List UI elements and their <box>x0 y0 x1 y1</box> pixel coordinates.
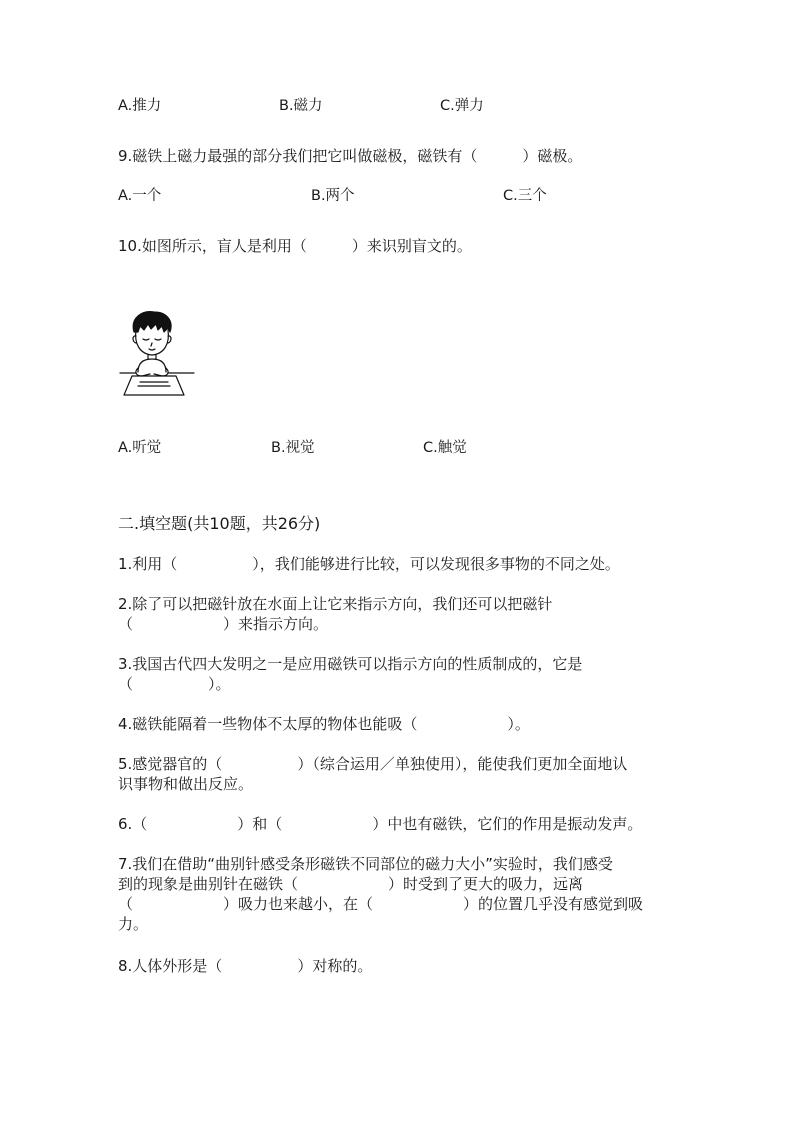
q8-option-a: A.推力 <box>118 98 162 114</box>
q9-option-b: B.两个 <box>311 188 355 204</box>
fill-item-2-line-2: （ ）来指示方向。 <box>118 615 329 633</box>
q10-option-a: A.听觉 <box>118 440 162 456</box>
fill-item-3-line-2: （ ）。 <box>118 675 231 693</box>
fill-item-2-line-1: 2.除了可以把磁针放在水面上让它来指示方向，我们还可以把磁针 <box>118 595 553 613</box>
fill-item-7-line-2: 到的现象是曲别针在磁铁（ ）时受到了更大的吸力，远离 <box>118 875 584 893</box>
fill-item-1-line-1: 1.利用（ ），我们能够进行比较，可以发现很多事物的不同之处。 <box>118 555 620 573</box>
fill-item-5-line-2: 识事物和做出反应。 <box>118 775 254 793</box>
q9-option-a: A.一个 <box>118 188 162 204</box>
q10-option-b: B.视觉 <box>271 440 315 456</box>
q9-option-c: C.三个 <box>503 188 547 204</box>
fill-item-7-line-4: 力。 <box>118 915 149 933</box>
fill-item-8-line-1: 8.人体外形是（ ）对称的。 <box>118 957 373 975</box>
fill-item-5-line-1: 5.感觉器官的（ ）（综合运用／单独使用），能使我们更加全面地认 <box>118 755 628 773</box>
q8-option-b: B.磁力 <box>279 98 323 114</box>
fill-item-4-line-1: 4.磁铁能隔着一些物体不太厚的物体也能吸（ ）。 <box>118 715 530 733</box>
q9-text: 9.磁铁上磁力最强的部分我们把它叫做磁极，磁铁有（ ）磁极。 <box>118 147 583 165</box>
child-reading-braille-icon <box>118 310 196 400</box>
fill-item-7-line-3: （ ）吸力也来越小，在（ ）的位置几乎没有感觉到吸 <box>118 895 644 913</box>
fill-item-3-line-1: 3.我国古代四大发明之一是应用磁铁可以指示方向的性质制成的，它是 <box>118 655 583 673</box>
section-heading: 二.填空题(共10题，共26分) <box>118 514 321 533</box>
q10-text: 10.如图所示，盲人是利用（ ）来识别盲文的。 <box>118 237 472 255</box>
fill-item-6-line-1: 6.（ ）和（ ）中也有磁铁，它们的作用是振动发声。 <box>118 815 643 833</box>
q10-option-c: C.触觉 <box>423 440 467 456</box>
fill-item-7-line-1: 7.我们在借助“曲别针感受条形磁铁不同部位的磁力大小”实验时，我们感受 <box>118 855 613 873</box>
q8-option-c: C.弹力 <box>440 98 484 114</box>
